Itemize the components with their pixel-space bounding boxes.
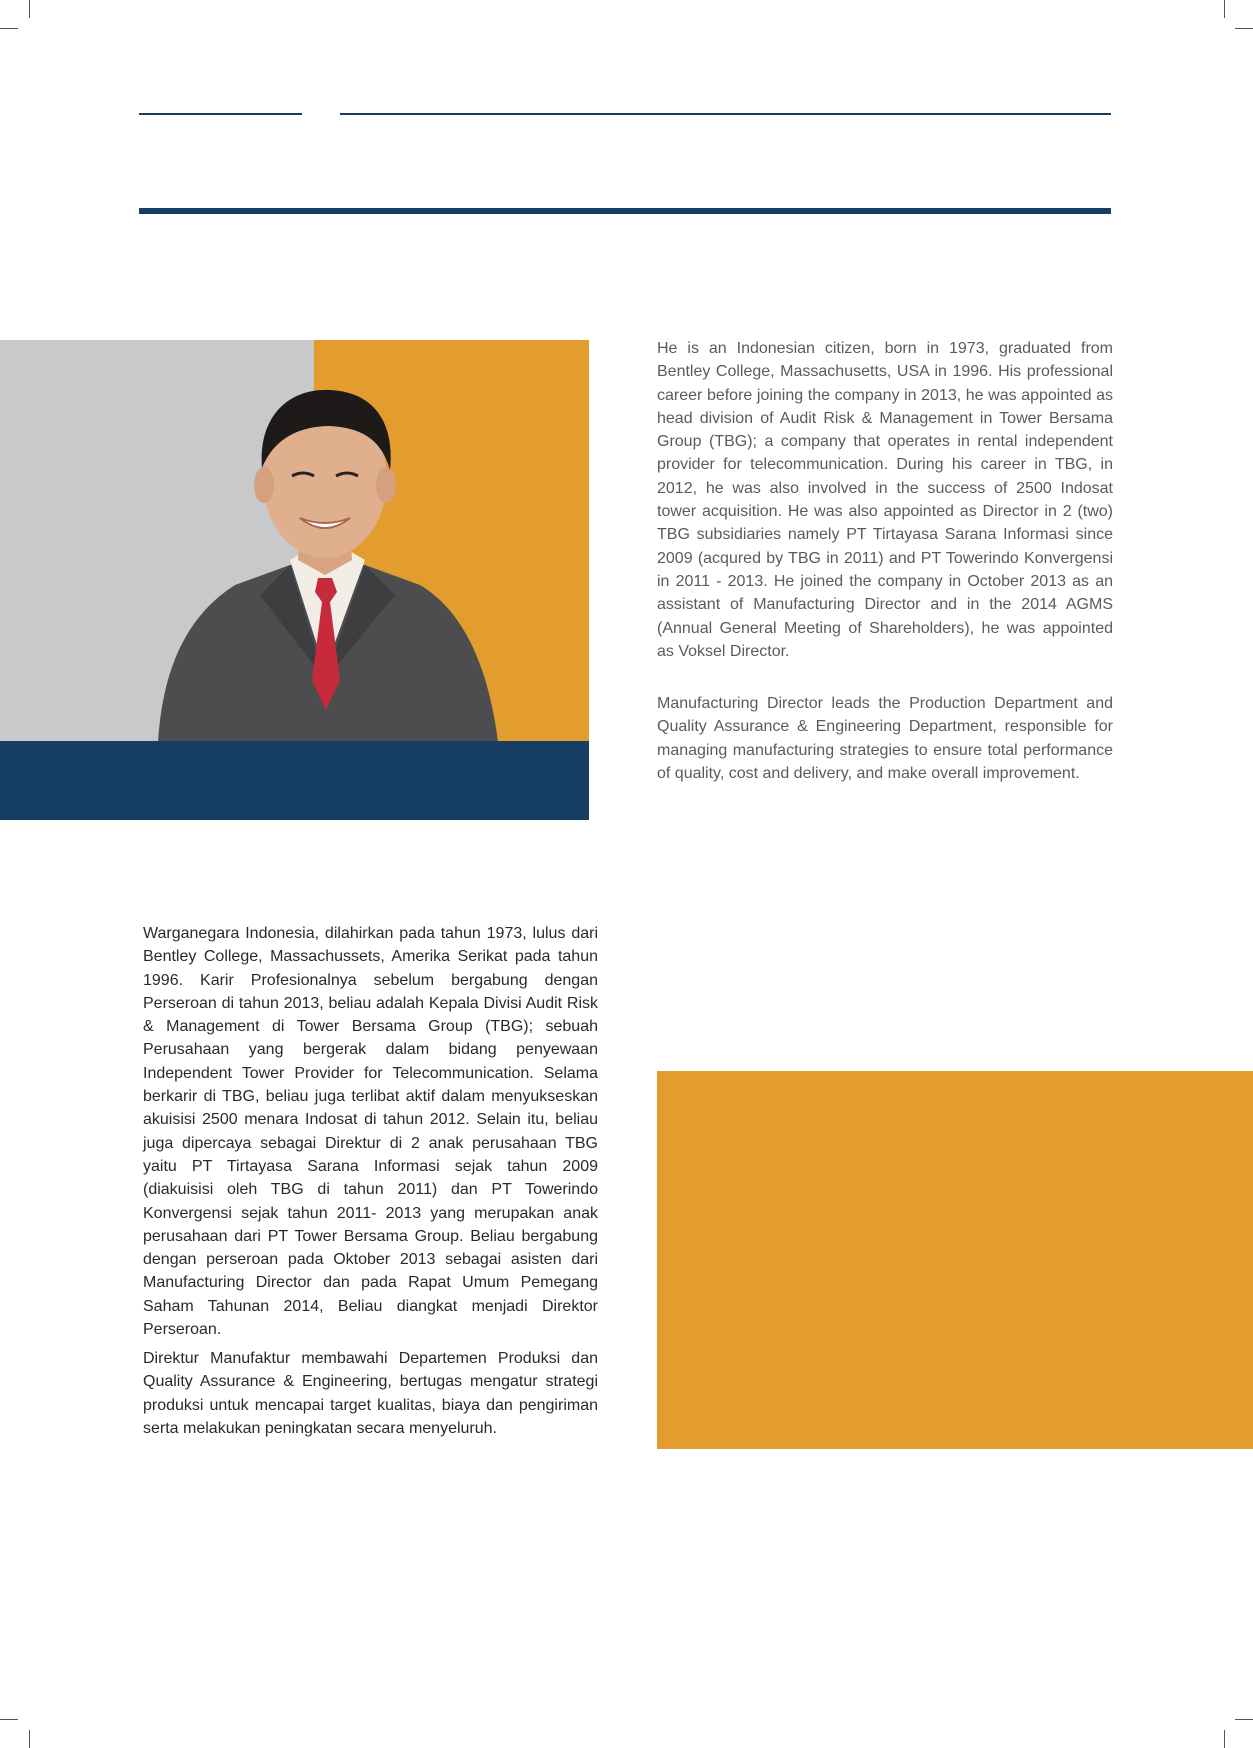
crop-mark-top-right-v	[1224, 0, 1225, 18]
crop-mark-bottom-left-h	[0, 1719, 18, 1720]
portrait-caption-bar	[0, 741, 589, 820]
crop-mark-top-right-h	[1235, 28, 1253, 29]
header-rule-long	[340, 113, 1111, 115]
crop-mark-top-left-h	[0, 28, 18, 29]
orange-decorative-panel	[657, 1071, 1253, 1449]
crop-mark-bottom-right-h	[1235, 1719, 1253, 1720]
crop-mark-top-left-v	[29, 0, 30, 18]
crop-mark-bottom-left-v	[29, 1730, 30, 1748]
bio-indonesian: Warganegara Indonesia, dilahirkan pada tahun 1973, lulus dari Bentley College, Massachussets, Amerika Serikat pada tahun 1996. Karir Profesionalnya sebelum bergabung dengan Perseroan di tahun 2013, beliau adalah Kepala Divisi Audit Risk & Management di Tower Bersama Group (TBG); sebuah Perusahaan yang bergerak dalam bidang penyewaan Independent Tower Provider for Telecommunication. Selama berkarir di TBG, beliau juga terlibat aktif dalam menyukseskan akuisisi 2500 menara Indosat di tahun 2012. Selain itu, beliau juga dipercaya sebagai Direktur di 2 anak perusahaan TBG yaitu PT Tirtayasa Sarana Informasi sejak tahun 2009 (diakuisisi oleh TBG di tahun 2011) dan PT Towerindo Konvergensi sejak tahun 2011- 2013 yang merupakan anak perusahaan dari PT Tower Bersama Group. Beliau bergabung dengan perseroan pada Oktober 2013 sebagai asisten dari Manufacturing Director dan pada Rapat Umum Pemegang Saham Tahunan 2014, Beliau diangkat menjadi Direktor Perseroan.	[143, 925, 598, 1339]
role-english: Manufacturing Director leads the Production Department and Quality Assurance & Engineering Department, responsible for managing manufacturing strategies to ensure total performance of quality, cost and delivery, and make overall improvement.	[657, 695, 1113, 782]
director-portrait-photo	[140, 380, 510, 742]
director-portrait-block	[0, 340, 589, 820]
role-indonesian: Direktur Manufaktur membawahi Departemen Produksi dan Quality Assurance & Engineering, bertugas mengatur strategi produksi untuk mencapai target kualitas, biaya dan pengiriman serta melakukan peningkatan secara menyeluruh.	[143, 1350, 598, 1437]
bio-english: He is an Indonesian citizen, born in 1973, graduated from Bentley College, Massachusetts, USA in 1996. His professional career before joining the company in 2013, he was appointed as head division of Audit Risk & Management in Tower Bersama Group (TBG); a company that operates in rental independent provider for telecommunication. During his career in TBG, in 2012, he was also involved in the success of 2500 Indosat tower acquisition. He was also appointed as Director in 2 (two) TBG subsidiaries namely PT Tirtayasa Sarana Informasi since 2009 (acqured by TBG in 2011) and PT Towerindo Konvergensi in 2011 - 2013. He joined the company in October 2013 as an assistant of Manufacturing Director and in the 2014 AGMS (Annual General Meeting of Shareholders), he was appointed as Voksel Director.	[657, 340, 1113, 660]
crop-mark-bottom-right-v	[1224, 1730, 1225, 1748]
header-rule-short	[139, 113, 302, 115]
header-rule-thick	[139, 208, 1111, 214]
